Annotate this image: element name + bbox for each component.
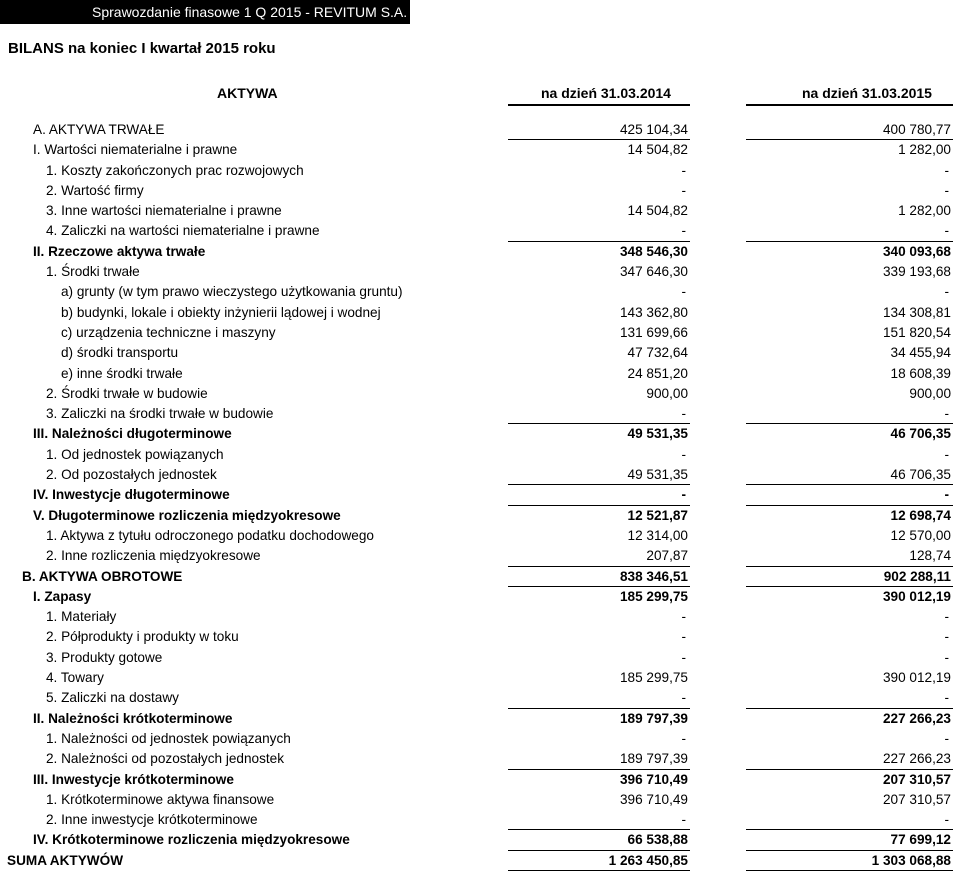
value-2015: 340 093,68 (882, 243, 951, 259)
table-row (0, 810, 960, 830)
value-2014: - (681, 487, 686, 503)
value-2015: - (944, 284, 949, 300)
value-2015: 227 266,23 (882, 751, 951, 767)
value-2014: - (681, 223, 686, 239)
row-label: II. Należności krótkoterminowe (33, 710, 233, 726)
table-row (0, 668, 960, 688)
value-2015: 151 820,54 (882, 324, 951, 340)
value-2014: 49 531,35 (627, 467, 688, 483)
value-2015: 46 706,35 (890, 467, 951, 483)
table-row (0, 424, 960, 444)
table-row (0, 140, 960, 160)
table-row (0, 181, 960, 201)
underline-2015 (746, 870, 953, 871)
row-label: I. Zapasy (33, 588, 92, 604)
row-label: c) urządzenia techniczne i maszyny (61, 324, 276, 340)
table-row (0, 465, 960, 485)
row-label: 3. Inne wartości niematerialne i prawne (46, 203, 282, 219)
value-2014: 348 546,30 (619, 243, 688, 259)
value-2014: - (681, 629, 686, 645)
row-label: 3. Produkty gotowe (46, 649, 163, 665)
row-label: 2. Półprodukty i produkty w toku (46, 629, 239, 645)
table-row (0, 567, 960, 587)
value-2015: - (944, 649, 949, 665)
value-2015: 390 012,19 (882, 588, 951, 604)
row-label: 1. Materiały (46, 609, 117, 625)
row-label: 2. Od pozostałych jednostek (46, 467, 217, 483)
row-label: e) inne środki trwałe (61, 365, 183, 381)
value-2015: 34 455,94 (890, 345, 951, 361)
table-row (0, 526, 960, 546)
table-row (0, 506, 960, 526)
value-2015: 134 308,81 (882, 304, 951, 320)
table-row (0, 587, 960, 607)
value-2015: 18 608,39 (890, 365, 951, 381)
row-label: b) budynki, lokale i obiekty inżynierii lądowej i wodnej (61, 304, 381, 320)
table-row (0, 851, 960, 871)
value-2014: - (681, 609, 686, 625)
row-label: 2. Inne rozliczenia międzyokresowe (46, 548, 261, 564)
table-row (0, 648, 960, 668)
table-row (0, 262, 960, 282)
row-label: I. Wartości niematerialne i prawne (33, 142, 238, 158)
underline-2014 (508, 870, 690, 871)
value-2015: 1 303 068,88 (871, 852, 951, 868)
row-label: II. Rzeczowe aktywa trwałe (33, 243, 206, 259)
row-label: 2. Środki trwałe w budowie (46, 385, 208, 401)
row-label: IV. Inwestycje długoterminowe (33, 487, 230, 503)
value-2014: 14 504,82 (627, 142, 688, 158)
row-label: 1. Aktywa z tytułu odroczonego podatku dochodowego (46, 527, 374, 543)
table-row (0, 282, 960, 302)
table-row (0, 323, 960, 343)
value-2014: - (681, 162, 686, 178)
table-row (0, 627, 960, 647)
table-row (0, 242, 960, 262)
table-row (0, 830, 960, 850)
balance-sheet-table (0, 120, 960, 871)
value-2014: - (681, 730, 686, 746)
row-label: 4. Zaliczki na wartości niematerialne i prawne (46, 223, 320, 239)
row-label: 1. Należności od jednostek powiązanych (46, 730, 291, 746)
value-2014: 12 521,87 (627, 507, 688, 523)
value-2015: - (944, 609, 949, 625)
row-label: IV. Krótkoterminowe rozliczenia międzyokresowe (33, 832, 350, 848)
value-2014: 189 797,39 (619, 751, 688, 767)
value-2015: 128,74 (909, 548, 951, 564)
value-2015: 1 282,00 (898, 142, 951, 158)
value-2014: 189 797,39 (619, 710, 688, 726)
report-banner: Sprawozdanie finasowe 1 Q 2015 - REVITUM S.A. (0, 0, 410, 24)
value-2014: - (681, 406, 686, 422)
row-label: 1. Od jednostek powiązanych (46, 446, 224, 462)
table-row (0, 709, 960, 729)
value-2014: 207,87 (646, 548, 688, 564)
value-2014: 838 346,51 (619, 568, 688, 584)
table-row (0, 688, 960, 708)
value-2014: 185 299,75 (619, 588, 688, 604)
row-label: 1. Krótkoterminowe aktywa finansowe (46, 791, 275, 807)
value-2014: - (681, 690, 686, 706)
value-2014: 12 314,00 (627, 527, 688, 543)
value-2015: - (944, 487, 949, 503)
row-label: 3. Zaliczki na środki trwałe w budowie (46, 406, 274, 422)
value-2014: 47 732,64 (627, 345, 688, 361)
header-underline-2015 (746, 104, 953, 106)
value-2014: - (681, 812, 686, 828)
row-label: a) grunty (w tym prawo wieczystego użytkowania gruntu) (61, 284, 403, 300)
row-label: III. Należności długoterminowe (33, 426, 232, 442)
value-2015: - (944, 446, 949, 462)
value-2015: - (944, 812, 949, 828)
table-row (0, 546, 960, 566)
table-row (0, 729, 960, 749)
value-2015: 12 570,00 (890, 527, 951, 543)
table-row (0, 201, 960, 221)
row-label: A. AKTYWA TRWAŁE (33, 122, 165, 137)
value-2014: - (681, 284, 686, 300)
row-label: d) środki transportu (61, 345, 179, 361)
value-2014: 66 538,88 (627, 832, 688, 848)
value-2015: 390 012,19 (882, 670, 951, 686)
value-2014: 425 104,34 (619, 122, 688, 137)
row-label: 2. Inne inwestycje krótkoterminowe (46, 812, 258, 828)
value-2014: 396 710,49 (619, 791, 688, 807)
table-row (0, 343, 960, 363)
row-label: 5. Zaliczki na dostawy (46, 690, 179, 706)
value-2014: 143 362,80 (619, 304, 688, 320)
row-label: 4. Towary (46, 670, 104, 686)
table-row (0, 770, 960, 790)
table-row (0, 790, 960, 810)
table-row (0, 485, 960, 505)
value-2014: - (681, 182, 686, 198)
value-2015: - (944, 406, 949, 422)
table-row (0, 607, 960, 627)
value-2014: 396 710,49 (619, 771, 688, 787)
value-2015: 46 706,35 (890, 426, 951, 442)
value-2015: 902 288,11 (883, 568, 951, 584)
value-2014: 49 531,35 (627, 426, 688, 442)
column-header-2015: na dzień 31.03.2015 (802, 85, 932, 101)
column-header-2014: na dzień 31.03.2014 (541, 85, 671, 101)
value-2014: - (681, 649, 686, 665)
value-2015: 339 193,68 (882, 264, 951, 280)
row-label: B. AKTYWA OBROTOWE (22, 568, 183, 584)
row-label: 1. Środki trwałe (46, 264, 140, 280)
value-2015: - (944, 162, 949, 178)
table-row (0, 364, 960, 384)
value-2014: 14 504,82 (627, 203, 688, 219)
value-2015: - (944, 223, 949, 239)
value-2015: 900,00 (909, 385, 951, 401)
value-2015: 227 266,23 (882, 710, 951, 726)
row-label: V. Długoterminowe rozliczenia międzyokresowe (33, 507, 341, 523)
row-label: 2. Należności od pozostałych jednostek (46, 751, 285, 767)
row-label: III. Inwestycje krótkoterminowe (33, 771, 234, 787)
value-2014: 347 646,30 (619, 264, 688, 280)
table-row (0, 384, 960, 404)
balance-sheet-title: BILANS na koniec I kwartał 2015 roku (8, 40, 276, 57)
value-2015: - (944, 730, 949, 746)
row-label: 1. Koszty zakończonych prac rozwojowych (46, 162, 304, 178)
row-label: SUMA AKTYWÓW (7, 852, 124, 868)
value-2015: 1 282,00 (898, 203, 951, 219)
value-2015: 207 310,57 (882, 771, 951, 787)
value-2015: - (944, 629, 949, 645)
value-2014: - (681, 446, 686, 462)
table-row (0, 445, 960, 465)
value-2014: 1 263 450,85 (608, 852, 688, 868)
header-underline-2014 (508, 104, 690, 106)
value-2014: 900,00 (646, 385, 688, 401)
value-2015: 77 699,12 (890, 832, 951, 848)
table-row (0, 120, 960, 140)
value-2015: 207 310,57 (882, 791, 951, 807)
value-2015: 12 698,74 (890, 507, 951, 523)
value-2014: 185 299,75 (619, 670, 688, 686)
table-row (0, 303, 960, 323)
table-row (0, 749, 960, 769)
value-2015: 400 780,77 (882, 122, 951, 137)
value-2015: - (944, 690, 949, 706)
row-label: 2. Wartość firmy (46, 182, 144, 198)
column-header-aktywa: AKTYWA (217, 85, 278, 101)
table-row (0, 404, 960, 424)
table-row (0, 161, 960, 181)
value-2014: 24 851,20 (627, 365, 688, 381)
value-2015: - (944, 182, 949, 198)
table-row (0, 221, 960, 241)
value-2014: 131 699,66 (619, 324, 688, 340)
